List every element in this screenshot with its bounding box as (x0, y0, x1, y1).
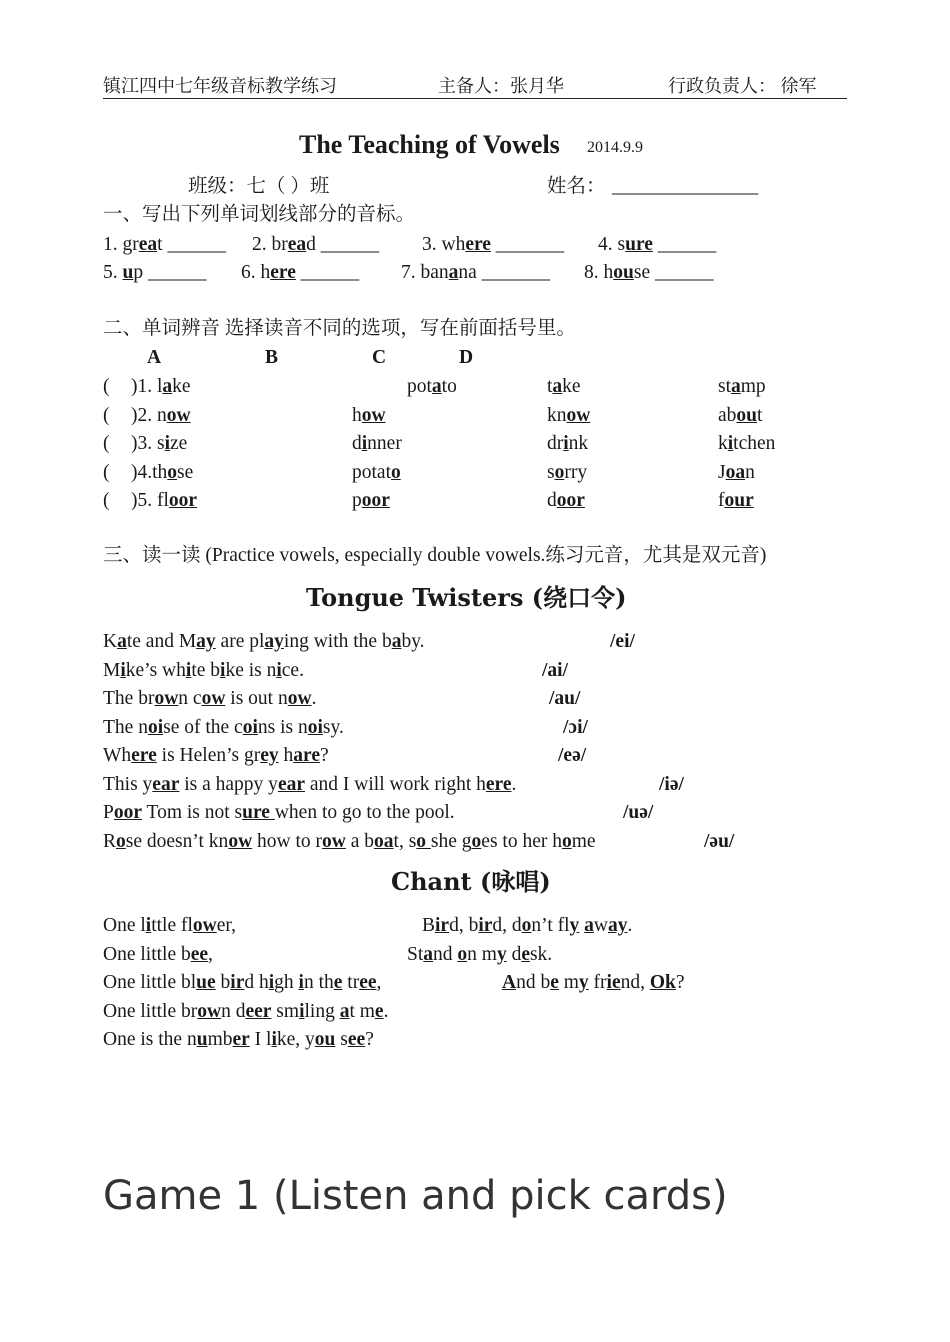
option-b (352, 462, 401, 484)
text-segment: s (335, 1029, 348, 1050)
phonetic-symbol: /ei/ (610, 631, 635, 652)
text-segment: _______ (490, 234, 565, 255)
text-segment: ing with the b (283, 631, 392, 652)
underlined-sound: a (584, 915, 594, 936)
text-segment: d h (244, 972, 269, 993)
chant-line (407, 944, 552, 966)
text-segment: nd b (516, 972, 551, 993)
underlined-sound: y (496, 943, 507, 965)
underlined-sound: a (552, 376, 563, 397)
underlined-sound: u (122, 262, 134, 283)
option-a: )3. size (131, 433, 188, 454)
chant-line (103, 1029, 374, 1051)
text-segment: . (627, 915, 633, 936)
underlined-sound: o (116, 830, 126, 852)
text-segment: , (376, 972, 382, 993)
phonetic-symbol: /uə/ (623, 802, 654, 823)
text-segment: . (511, 773, 517, 795)
underlined-sound: e (521, 943, 530, 965)
class-field-label: 班级：七（ ）班 (188, 176, 330, 197)
text-segment: t (757, 404, 763, 426)
underlined-sound: oi (147, 716, 164, 738)
phonetic-symbol: /au/ (549, 688, 581, 709)
text-segment: Tom is not s (142, 802, 243, 823)
text-segment: ab (718, 404, 737, 426)
underlined-sound: Ok (649, 972, 676, 993)
text-segment: er, (216, 915, 236, 936)
underlined-sound: ou (314, 1029, 336, 1050)
text-segment: k (718, 433, 728, 454)
text-segment: One little b (103, 943, 191, 965)
text-segment: is out n (225, 688, 288, 709)
text-segment: This y (103, 773, 153, 795)
text-segment: The br (103, 688, 155, 709)
text-segment: R (103, 830, 117, 852)
underlined-sound: oor (168, 490, 198, 511)
text-segment: t (547, 376, 553, 397)
text-segment: One l (103, 915, 146, 936)
underlined-sound: o (471, 830, 482, 852)
text-segment: 5. (103, 262, 123, 283)
text-segment: nner (367, 433, 402, 454)
underlined-sound: y (578, 972, 589, 993)
underlined-sound: A (502, 972, 517, 993)
text-segment: h (278, 745, 294, 766)
underlined-sound: are (293, 745, 320, 766)
option-b (352, 405, 386, 427)
underlined-sound: e (333, 972, 343, 993)
text-segment: d (506, 943, 522, 965)
text-segment: se doesn’t kn (125, 830, 229, 852)
underlined-sound: ay (608, 915, 628, 936)
underlined-sound: a (117, 631, 127, 652)
text-segment: ttle fl (151, 915, 193, 936)
text-segment: nd (433, 943, 458, 965)
underlined-sound: y (569, 915, 580, 936)
underlined-sound: i (164, 433, 171, 454)
underlined-sound: ure (625, 234, 653, 255)
text-segment: p (352, 490, 362, 511)
underlined-sound: e (550, 972, 559, 993)
option-c (547, 405, 590, 427)
underlined-sound: a (448, 262, 459, 283)
underlined-sound: a (431, 376, 442, 397)
underlined-sound: oor (556, 490, 585, 511)
underlined-sound: i (276, 659, 282, 681)
option-b (352, 490, 390, 512)
underlined-sound: ir (230, 972, 245, 993)
text-segment: 8. h (584, 262, 614, 283)
chant-line (502, 972, 685, 994)
option-c (547, 462, 587, 484)
text-segment: ? (319, 745, 329, 766)
underlined-sound: ow (154, 688, 179, 709)
text-segment: St (407, 943, 424, 965)
text-segment: J (718, 461, 726, 483)
tongue-twister-line (103, 831, 596, 853)
text-segment: me (571, 830, 596, 852)
underlined-sound: ure (242, 802, 275, 823)
underlined-sound: oor (361, 490, 390, 511)
game-title: Game 1 (Listen and pick cards) (103, 1173, 728, 1219)
underlined-sound: i (563, 433, 569, 454)
underlined-sound: ow (192, 915, 217, 936)
underlined-sound: o (167, 461, 178, 483)
text-segment: she g (430, 830, 472, 852)
underlined-sound: i (220, 659, 226, 681)
text-segment: s (547, 461, 555, 483)
chant-line (422, 915, 632, 937)
tongue-twister-line (103, 717, 344, 739)
underlined-sound: ere (131, 745, 157, 766)
underlined-sound: a (391, 631, 402, 652)
text-segment: 4. s (598, 234, 626, 255)
text-segment: tchen (733, 433, 776, 454)
text-segment: d ______ (306, 234, 380, 255)
vowel-question (103, 234, 226, 256)
underlined-sound: a (339, 1000, 350, 1022)
text-segment: ling (304, 1000, 340, 1022)
column-header-a: A (147, 347, 162, 368)
text-segment: M (103, 659, 121, 681)
tongue-twister-line (103, 660, 304, 682)
underlined-sound: ea (138, 234, 158, 255)
underlined-sound: ow (197, 1000, 222, 1022)
tongue-twister-line (103, 774, 516, 796)
underlined-sound: ou (736, 404, 758, 426)
underlined-sound: ow (361, 404, 386, 426)
page-title: The Teaching of Vowels (299, 130, 560, 159)
text-segment: ______ (295, 262, 360, 283)
phonetic-symbol: /ai/ (542, 659, 569, 681)
option-d (718, 405, 762, 427)
chant-line (103, 972, 381, 994)
phonetic-symbol: /əu/ (704, 830, 735, 852)
text-segment: ke (562, 376, 581, 397)
underlined-sound: ir (435, 915, 450, 936)
underlined-sound: ow (228, 830, 253, 852)
underlined-sound: ee (190, 943, 209, 965)
chant-line (103, 1001, 388, 1023)
underlined-sound: ow (201, 688, 226, 709)
text-segment: d (352, 433, 362, 454)
underlined-sound: ear (152, 773, 180, 795)
text-segment: n (745, 461, 755, 483)
text-segment: n’t fl (531, 915, 570, 936)
text-segment: se (177, 461, 194, 483)
answer-bracket: ( (103, 461, 110, 483)
text-segment: gh (274, 972, 299, 993)
text-segment: . (383, 1000, 389, 1022)
text-segment: P (103, 802, 114, 823)
vowel-question (103, 262, 206, 284)
underlined-sound: oi (242, 716, 258, 738)
underlined-sound: ay (196, 631, 216, 652)
chant-line (103, 944, 213, 966)
tongue-twister-line (103, 802, 455, 824)
vowel-question (598, 234, 716, 256)
header-school-line: 镇江四中七年级音标教学练习 (103, 76, 337, 96)
text-segment: sy. (322, 716, 344, 738)
text-segment: sk. (529, 943, 553, 965)
underlined-sound: e (374, 1000, 384, 1022)
text-segment: are pl (215, 631, 265, 652)
option-b (407, 376, 457, 398)
text-segment: kn (547, 404, 567, 426)
text-segment: 6. h (241, 262, 271, 283)
chant-title: Chant (咏唱) (391, 867, 551, 896)
text-segment: ns is n (257, 716, 308, 738)
underlined-sound: ear (277, 773, 305, 795)
option-c (547, 433, 588, 455)
vowel-question (241, 262, 359, 284)
underlined-sound: ir (478, 915, 493, 936)
text-segment: es to her h (481, 830, 562, 852)
underlined-sound: oa (725, 461, 746, 483)
underlined-sound: ey (260, 745, 279, 766)
underlined-sound: oor (113, 802, 143, 823)
option-a: )1. lake (131, 376, 191, 397)
text-segment: Wh (103, 745, 132, 766)
underlined-sound: ue (196, 972, 216, 993)
text-segment: ? (365, 1029, 374, 1050)
text-segment: na _______ (458, 262, 550, 283)
text-segment: a b (345, 830, 375, 852)
section2-heading: 二、单词辨音 选择读音不同的选项，写在前面括号里。 (103, 318, 576, 339)
text-segment: m (558, 972, 579, 993)
underlined-sound: a (162, 376, 173, 397)
text-segment: t ______ (157, 234, 226, 255)
text-segment: 3. wh (422, 234, 466, 255)
underlined-sound: ee (359, 972, 377, 993)
underlined-sound: er (232, 1029, 250, 1050)
text-segment: by. (401, 631, 425, 652)
text-segment: t m (349, 1000, 375, 1022)
text-segment: sm (271, 1000, 300, 1022)
text-segment: rry (564, 461, 588, 483)
text-segment: ke’s wh (125, 659, 186, 681)
underlined-sound: i (185, 659, 192, 681)
text-segment: and I will work right h (305, 773, 486, 795)
underlined-sound: ere (465, 234, 491, 255)
underlined-sound: oi (307, 716, 323, 738)
text-segment: One little bl (103, 972, 197, 993)
phonetic-symbol: /ɔi/ (563, 716, 588, 738)
vowel-question (252, 234, 379, 256)
text-segment: is a happy y (179, 773, 278, 795)
text-segment: d, b (449, 915, 479, 936)
underlined-sound: i (145, 915, 152, 936)
tongue-twister-line (103, 631, 425, 653)
text-segment: when to go to the pool. (274, 802, 455, 823)
text-segment: p ______ (133, 262, 207, 283)
text-segment: st (718, 376, 732, 397)
text-segment: 7. ban (401, 262, 449, 283)
text-segment: se of the c (163, 716, 243, 738)
underlined-sound: oa (374, 830, 394, 852)
tongue-twister-line (103, 688, 316, 710)
underlined-sound: i (299, 1000, 305, 1022)
section3-heading: 三、读一读 (Practice vowels, especially double vowels.练习元音，尤其是双元音) (103, 545, 767, 566)
column-header-c: C (372, 347, 387, 368)
underlined-sound: i (120, 659, 126, 681)
underlined-sound: ere (270, 262, 296, 283)
answer-bracket: ( (103, 490, 110, 511)
text-segment: n d (221, 1000, 246, 1022)
underlined-sound: o (391, 461, 401, 483)
underlined-sound: a (423, 943, 434, 965)
text-segment: n c (178, 688, 202, 709)
text-segment: B (422, 915, 436, 936)
header-rule (103, 98, 847, 99)
text-segment: tr (342, 972, 360, 993)
option-d (718, 462, 755, 484)
underlined-sound: ow (566, 404, 591, 426)
option-c (547, 376, 581, 398)
underlined-sound: ie (606, 972, 621, 993)
option-d (718, 433, 775, 455)
text-segment: te b (191, 659, 221, 681)
text-segment: ce. (281, 659, 304, 681)
answer-bracket: ( (103, 376, 110, 397)
chant-line (103, 915, 236, 937)
header-preparer: 主备人：张月华 (438, 76, 564, 96)
text-segment: I l (249, 1029, 272, 1050)
option-a: )4.those (131, 461, 194, 483)
text-segment: pot (407, 376, 432, 397)
answer-bracket: ( (103, 404, 110, 426)
vowel-question (401, 262, 550, 284)
text-segment: fr (588, 972, 607, 993)
option-b (352, 433, 402, 455)
underlined-sound: ou (613, 262, 634, 283)
underlined-sound: o (416, 830, 431, 852)
text-segment: nd, (620, 972, 650, 993)
vowel-question (584, 262, 713, 284)
option-d (718, 376, 766, 398)
underlined-sound: i (268, 972, 275, 993)
option-a: )2. now (131, 404, 191, 426)
page-date: 2014.9.9 (587, 139, 643, 156)
underlined-sound: ay (264, 631, 284, 652)
text-segment: ze (170, 433, 188, 454)
text-segment: d, d (492, 915, 522, 936)
text-segment: , (208, 943, 213, 965)
text-segment: potat (352, 461, 391, 483)
underlined-sound: o (554, 461, 565, 483)
text-segment: t, s (393, 830, 417, 852)
underlined-sound: i (361, 433, 368, 454)
name-field-blank: _______________ (612, 176, 759, 197)
text-segment: ke is n (225, 659, 277, 681)
text-segment: dr (547, 433, 564, 454)
text-segment: how to r (252, 830, 323, 852)
option-d (718, 490, 754, 512)
underlined-sound: ow (166, 404, 191, 426)
underlined-sound: o (457, 943, 468, 965)
text-segment: ? (675, 972, 685, 993)
underlined-sound: u (196, 1029, 208, 1050)
underlined-sound: i (271, 1029, 277, 1050)
tongue-twisters-title: Tongue Twisters (绕口令) (306, 583, 627, 612)
underlined-sound: i (298, 972, 304, 993)
text-segment: K (103, 631, 118, 652)
underlined-sound: ow (287, 688, 312, 709)
text-segment: w (593, 915, 608, 936)
text-segment: is Helen’s gr (156, 745, 261, 766)
underlined-sound: ee (347, 1029, 366, 1050)
text-segment: 1. gr (103, 234, 139, 255)
option-c (547, 490, 585, 512)
text-segment: n th (303, 972, 334, 993)
underlined-sound: eer (245, 1000, 272, 1022)
underlined-sound: ere (485, 773, 512, 795)
text-segment: One little br (103, 1000, 198, 1022)
text-segment: 2. br (252, 234, 288, 255)
text-segment: ke (172, 376, 191, 397)
text-segment: d (547, 490, 557, 511)
text-segment: The n (103, 716, 148, 738)
tongue-twister-line (103, 745, 329, 767)
underlined-sound: o (561, 830, 572, 852)
text-segment: mp (740, 376, 766, 397)
underlined-sound: i (727, 433, 734, 454)
phonetic-symbol: /iə/ (659, 773, 684, 795)
answer-bracket: ( (103, 433, 110, 454)
text-segment: nk (568, 433, 589, 454)
section1-heading: 一、写出下列单词划线部分的音标。 (103, 204, 416, 225)
vowel-question (422, 234, 564, 256)
text-segment: h (352, 404, 362, 426)
text-segment: se ______ (633, 262, 714, 283)
name-field-label: 姓名： (547, 176, 606, 197)
text-segment: ke, y (276, 1029, 315, 1050)
underlined-sound: our (724, 490, 754, 511)
text-segment: to (441, 376, 457, 397)
underlined-sound: a (731, 376, 741, 397)
header-admin: 行政负责人： 徐军 (668, 76, 817, 96)
text-segment: . (311, 688, 317, 709)
column-header-b: B (265, 347, 279, 368)
underlined-sound: ea (287, 234, 307, 255)
text-segment: ______ (652, 234, 717, 255)
text-segment: mb (207, 1029, 233, 1050)
option-a: )5. floor (131, 490, 198, 511)
text-segment: n m (467, 943, 497, 965)
text-segment: One is the n (103, 1029, 197, 1050)
text-segment: te and M (126, 631, 197, 652)
text-segment: b (215, 972, 231, 993)
column-header-d: D (459, 347, 474, 368)
text-segment: f (718, 490, 725, 511)
underlined-sound: ow (322, 830, 346, 852)
phonetic-symbol: /eə/ (558, 745, 587, 766)
underlined-sound: o (521, 915, 532, 936)
